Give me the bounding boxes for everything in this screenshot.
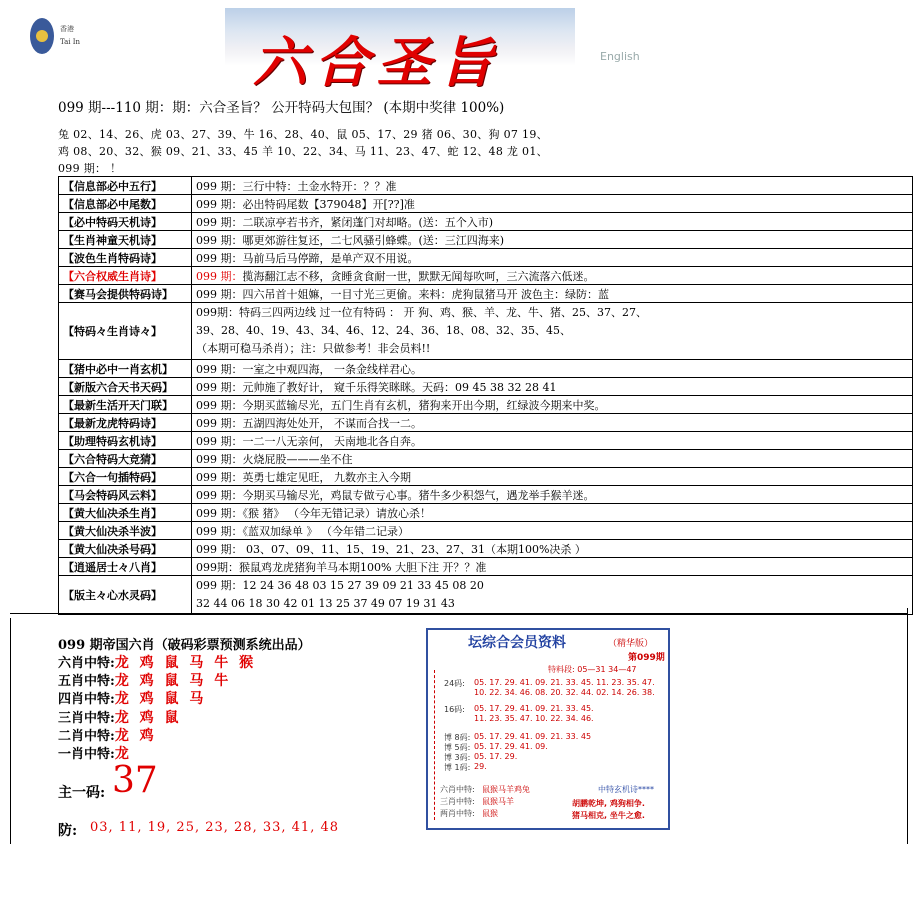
zodiac-pick-values: 龙 鸡 鼠 马 牛 猴	[114, 655, 257, 671]
row-value-line: （本期可稳马杀肖）；注：只做参考！非会员料!!	[196, 342, 431, 355]
zodiac-pick-row	[58, 670, 231, 690]
table-row	[59, 231, 913, 249]
table-row	[59, 213, 913, 231]
row-value	[192, 504, 913, 522]
zodiac-pick-row	[58, 652, 256, 672]
row-value	[192, 468, 913, 486]
zodiac-pick-values: 龙 鸡 鼠	[114, 709, 182, 726]
card-line-label: 博 1码:	[444, 763, 471, 772]
table-row	[59, 414, 913, 432]
row-value	[192, 231, 913, 249]
row-value	[192, 486, 913, 504]
row-key: 【六合权威生肖诗】	[59, 267, 192, 285]
row-value-period: 099 期：	[196, 269, 243, 283]
right-border	[907, 608, 908, 844]
card-line-value: 29.	[474, 762, 487, 771]
row-value-text: 099 期：哪更郊游往复还，二七风骚引蜂蝶。(送：三江四海来)	[196, 233, 505, 247]
card-line-label: 24码:	[444, 679, 465, 688]
member-info-card	[426, 628, 670, 830]
row-key: 【最新生活开天门联】	[59, 396, 192, 414]
card-line-value: 10. 22. 34. 46. 08. 20. 32. 44. 02. 14. 26. 38.	[474, 688, 655, 697]
six-zodiac-title: 099 期帝国六肖（破码彩票预测系统出品）	[58, 638, 311, 653]
row-key: 【猪中必中一肖玄机】	[59, 360, 192, 378]
row-key: 【黄大仙决杀生肖】	[59, 504, 192, 522]
row-key: 【新版六合天书天码】	[59, 378, 192, 396]
row-value	[192, 396, 913, 414]
card-line-label: 博 5码:	[444, 743, 471, 752]
row-value-text: 099 期：二联凉亭若书齐，紧闭蓬门对却略。(送：五个入市)	[196, 215, 494, 229]
page-headline: 099 期---110 期：期：六合圣旨？ 公开特码大包围？ (本期中奖律 100%)	[58, 100, 505, 116]
logo-emblem-icon	[30, 18, 54, 54]
row-value	[192, 177, 913, 195]
table-row	[59, 450, 913, 468]
zodiac-pick-values: 龙 鸡 鼠 马	[114, 691, 207, 708]
logo-text: 香港	[60, 25, 74, 33]
row-key: 【最新龙虎特码诗】	[59, 414, 192, 432]
row-value	[192, 249, 913, 267]
zodiac-pick-label: 三肖中特:	[58, 710, 115, 726]
card-line-value: 05. 17. 29. 41. 09. 21. 33. 45. 11. 23. 35. 47.	[474, 678, 655, 687]
row-value	[192, 285, 913, 303]
table-row	[59, 576, 913, 615]
row-value	[192, 195, 913, 213]
guard-numbers: 03, 11, 19, 25, 23, 28, 33, 41, 48	[90, 820, 339, 835]
site-logo[interactable]	[30, 14, 100, 64]
row-value-text: 099 期：今期买蓝输尽光，五门生肖有玄机，猪狗来开出今期，红绿波今期来中奖。	[196, 398, 606, 412]
table-row	[59, 378, 913, 396]
table-row	[59, 504, 913, 522]
zodiac-pick-label: 六肖中特:	[58, 656, 115, 671]
row-value-text: 099 期：必出特码尾数【379048】开[??]准	[196, 197, 415, 211]
card-poem-line-1: 胡鹏乾坤, 鸡狗相争.	[572, 799, 645, 808]
table-row	[59, 177, 913, 195]
row-value-text: 099 期：四六吊首十姐嫲，一目寸光三更偷。来料：虎狗鼠猪马开 波色主：绿防：蓝	[196, 287, 609, 301]
row-key: 【六合特码大竞猜】	[59, 450, 192, 468]
row-key: 【信息部必中五行】	[59, 177, 192, 195]
card-line-value: 05. 17. 29.	[474, 752, 518, 761]
card-foot-value: 鼠猴马羊	[482, 797, 514, 806]
zodiac-pick-label: 五肖中特:	[58, 674, 115, 690]
row-value-text: 099 期：火烧屁股———坐不住	[196, 452, 353, 466]
row-value-text: 099 期：今期买马输尽光，鸡鼠专做亏心事。猪牛多少积怨气，遇龙举手猴羊迷。	[196, 488, 595, 502]
row-value-text: 揽海翻江志不移，贪睡贪食耐一世，默默无闻每吹呵，三六流落六低迷。	[242, 269, 595, 283]
row-key: 【黄大仙决杀号码】	[59, 540, 192, 558]
row-key: 【赛马会提供特码诗】	[59, 285, 192, 303]
row-key: 【特码々生肖诗々】	[59, 303, 192, 360]
zodiac-line-1: 兔 02、14、26、虎 03、27、39、牛 16、28、40、鼠 05、17、29 猪 06、30、狗 07 19、	[58, 128, 548, 141]
row-value-text: 099期：猴鼠鸡龙虎猪狗羊马本期100% 大胆下注 开？？准	[196, 560, 487, 574]
row-value	[192, 378, 913, 396]
row-value	[192, 360, 913, 378]
row-value-text: 099 期：元帅施了教好计， 窥千乐得笑眯眯。天码：09 45 38 32 28 41	[196, 380, 557, 394]
card-line-label: 博 3码:	[444, 753, 471, 762]
table-row	[59, 396, 913, 414]
row-value-line: 099 期：12 24 36 48 03 15 27 39 09 21 33 45 08 20	[196, 579, 484, 592]
card-foot-value: 鼠猴马羊鸡兔	[482, 785, 530, 794]
row-value	[192, 558, 913, 576]
row-key: 【六合一句插特码】	[59, 468, 192, 486]
left-border	[10, 618, 11, 844]
table-row	[59, 540, 913, 558]
card-period: 第099期	[628, 653, 665, 663]
zodiac-pick-label: 四肖中特:	[58, 692, 115, 708]
row-value-text: 099 期：马前马后马停蹄，是单产双不用说。	[196, 251, 419, 265]
table-row	[59, 468, 913, 486]
card-foot-label: 六肖中特:	[440, 785, 475, 794]
row-value	[192, 522, 913, 540]
row-value	[192, 303, 913, 360]
card-foot-label: 三肖中特:	[440, 797, 475, 806]
table-row	[59, 486, 913, 504]
row-value	[192, 432, 913, 450]
section-divider	[10, 613, 908, 614]
zodiac-pick-row	[58, 725, 157, 745]
row-value	[192, 540, 913, 558]
card-line-label: 博 8码:	[444, 733, 471, 742]
row-value	[192, 267, 913, 285]
banner-title: 六合圣旨	[253, 30, 501, 94]
card-title: 坛综合会员资料	[468, 635, 566, 651]
zodiac-pick-label: 二肖中特:	[58, 728, 115, 744]
row-key: 【马会特码风云料】	[59, 486, 192, 504]
row-key: 【信息部必中尾数】	[59, 195, 192, 213]
card-edition: （精华版）	[608, 639, 654, 649]
row-value	[192, 213, 913, 231]
row-value	[192, 450, 913, 468]
row-value-line: 39、28、40、19、43、34、46、12、24、36、18、08、32、35、45、	[196, 324, 571, 337]
row-value-text: 099 期：《蓝双加绿单 》 （今年错二记录）	[196, 524, 409, 538]
row-value-text: 099 期：《猴 猪》 （今年无错记录）请放心杀！	[196, 506, 431, 520]
card-foot-value: 鼠猴	[482, 809, 498, 818]
zodiac-pick-values: 龙 鸡	[114, 727, 157, 744]
english-link[interactable]: English	[600, 50, 640, 63]
row-value-text: 099 期：一二一八无亲何， 天南地北各自奔。	[196, 434, 422, 448]
table-row	[59, 267, 913, 285]
card-special-range: 特料段: 05—31 34—47	[548, 665, 637, 674]
row-key: 【助理特码玄机诗】	[59, 432, 192, 450]
row-key: 【波色生肖特码诗】	[59, 249, 192, 267]
row-value-text: 099 期：一室之中观四海， 一条金线样君心。	[196, 362, 422, 376]
card-line-value: 05. 17. 29. 41. 09. 21. 33. 45	[474, 732, 592, 741]
row-key: 【版主々心水灵码】	[59, 576, 192, 615]
table-row	[59, 249, 913, 267]
table-row	[59, 285, 913, 303]
card-poem-title: 中特玄机诗****	[598, 785, 654, 794]
card-foot-label: 两肖中特:	[440, 809, 475, 818]
zodiac-pick-values: 龙	[114, 746, 132, 762]
row-value-text: 099 期：三行中特：土金水特开：？？准	[196, 179, 397, 193]
zodiac-line-3: 099 期： ！	[58, 162, 122, 175]
row-key: 【黄大仙决杀半波】	[59, 522, 192, 540]
card-line-value: 11. 23. 35. 47. 10. 22. 34. 46.	[474, 714, 594, 723]
row-value-line: 32 44 06 18 30 42 01 13 25 37 49 07 19 31 43	[196, 597, 455, 610]
card-line-value: 05. 17. 29. 41. 09. 21. 33. 45.	[474, 704, 594, 713]
row-key: 【生肖神童天机诗】	[59, 231, 192, 249]
table-row	[59, 558, 913, 576]
row-key: 【逍遥居士々八肖】	[59, 558, 192, 576]
table-row	[59, 432, 913, 450]
zodiac-pick-row	[58, 707, 182, 727]
banner	[225, 8, 575, 94]
row-value-line: 099期：特码三四两边线 过一位有特码 ： 开 狗、鸡、猴、羊、龙、牛、猪、25、37、27、	[196, 306, 647, 319]
prediction-table	[58, 176, 913, 615]
table-row	[59, 522, 913, 540]
card-line-label: 16码:	[444, 705, 465, 714]
main-number-label: 主一码:	[58, 785, 106, 801]
zodiac-pick-row	[58, 688, 206, 708]
card-line-value: 05. 17. 29. 41. 09.	[474, 742, 548, 751]
guard-label: 防:	[58, 823, 78, 839]
row-value	[192, 414, 913, 432]
table-row	[59, 303, 913, 360]
row-value-text: 099 期：英勇七雄定见旺， 九数亦主入今期	[196, 470, 411, 484]
row-value-text: 099 期： 03、07、09、11、15、19、21、23、27、31（本期100%决杀 ）	[196, 542, 586, 556]
table-row	[59, 195, 913, 213]
logo-subtext: Tai In	[60, 38, 81, 46]
row-key: 【必中特码天机诗】	[59, 213, 192, 231]
card-poem-line-2: 猪马相克, 坐牛之愈.	[572, 811, 645, 820]
zodiac-pick-label: 一肖中特:	[58, 747, 115, 762]
row-value	[192, 576, 913, 615]
main-number: 37	[112, 760, 158, 801]
zodiac-line-2: 鸡 08、20、32、猴 09、21、33、45 羊 10、22、34、马 11、23、47、蛇 12、48 龙 01、	[58, 145, 548, 158]
table-row	[59, 360, 913, 378]
card-dashed-border	[434, 670, 436, 820]
row-value-text: 099 期：五湖四海处处开， 不谋而合找一二。	[196, 416, 422, 430]
zodiac-pick-values: 龙 鸡 鼠 马 牛	[114, 673, 232, 690]
